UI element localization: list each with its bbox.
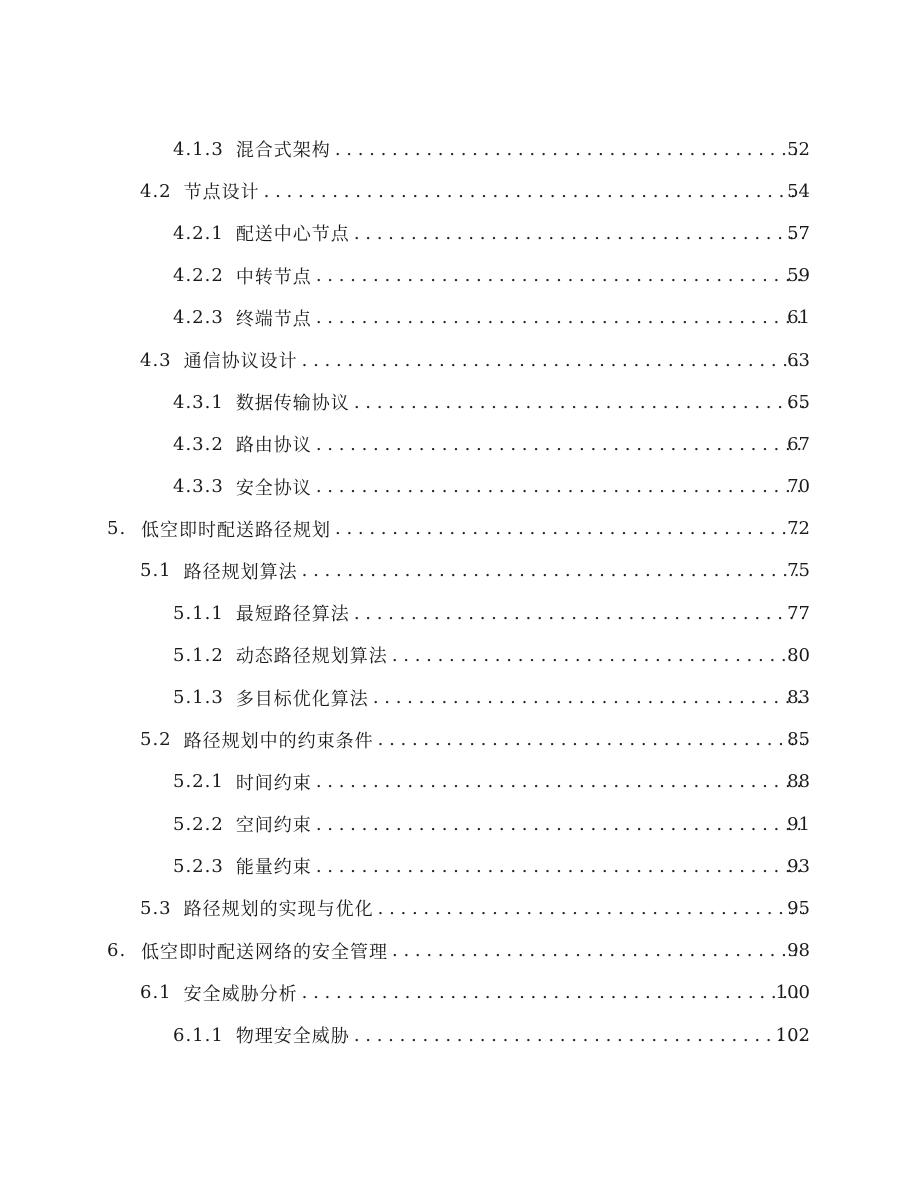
table-of-contents (0, 128, 918, 1056)
toc-entry[interactable] (0, 972, 918, 1014)
toc-entry-title: 低空即时配送网络的安全管理 (141, 941, 388, 963)
toc-entry-page-number: 59 (787, 265, 810, 287)
toc-entry-number: 6.1.1 (173, 1024, 224, 1046)
toc-entry-title: 节点设计 (183, 182, 260, 204)
toc-dot-leader (302, 560, 804, 581)
toc-entry-number: 5.2.1 (173, 771, 224, 793)
toc-entry[interactable] (0, 803, 918, 845)
toc-entry[interactable] (0, 676, 918, 718)
toc-entry-page-number: 67 (787, 433, 810, 455)
toc-entry-title: 最短路径算法 (235, 604, 350, 626)
toc-dot-leader (316, 476, 804, 497)
toc-dot-leader (378, 729, 804, 750)
toc-entry-title: 路径规划中的约束条件 (183, 730, 374, 752)
toc-entry-page-number: 91 (787, 813, 810, 835)
toc-entry-number: 4.2.3 (173, 307, 224, 329)
toc-entry-number: 4.3.1 (173, 391, 224, 413)
toc-dot-leader (302, 350, 804, 371)
toc-entry[interactable] (0, 845, 918, 887)
toc-entry-number: 5.3 (140, 897, 172, 919)
toc-entry[interactable] (0, 297, 918, 339)
toc-entry-title: 数据传输协议 (235, 393, 350, 415)
toc-entry[interactable] (0, 550, 918, 592)
toc-dot-leader (378, 898, 804, 919)
toc-entry-number: 5.2.3 (173, 855, 224, 877)
toc-entry-title: 混合式架构 (235, 140, 331, 162)
toc-entry-number: 6.1 (140, 982, 172, 1004)
toc-entry-title: 安全威胁分析 (183, 983, 298, 1005)
toc-dot-leader (316, 856, 804, 877)
toc-dot-leader (373, 687, 804, 708)
toc-entry[interactable] (0, 212, 918, 254)
toc-entry-page-number: 80 (787, 644, 810, 666)
toc-entry[interactable] (0, 634, 918, 676)
toc-entry-title: 能量约束 (235, 857, 312, 879)
toc-entry-title: 中转节点 (235, 266, 312, 288)
toc-entry-number: 4.3.3 (173, 476, 224, 498)
toc-entry[interactable] (0, 592, 918, 634)
toc-dot-leader (354, 223, 804, 244)
toc-entry-page-number: 100 (775, 982, 810, 1004)
toc-entry[interactable] (0, 128, 918, 170)
toc-dot-leader (335, 139, 804, 160)
toc-entry-page-number: 83 (787, 687, 810, 709)
toc-entry-page-number: 57 (787, 222, 810, 244)
toc-entry-title: 终端节点 (235, 308, 312, 330)
toc-dot-leader (316, 814, 804, 835)
toc-entry-title: 安全协议 (235, 477, 312, 499)
toc-entry[interactable] (0, 170, 918, 212)
toc-entry[interactable] (0, 508, 918, 550)
toc-entry-number: 4.2 (140, 180, 172, 202)
toc-entry-page-number: 95 (787, 897, 810, 919)
toc-entry[interactable] (0, 255, 918, 297)
toc-dot-leader (264, 181, 804, 202)
toc-entry-page-number: 75 (787, 560, 810, 582)
toc-dot-leader (316, 265, 804, 286)
toc-entry[interactable] (0, 719, 918, 761)
toc-dot-leader (316, 434, 804, 455)
toc-entry-number: 4.3.2 (173, 433, 224, 455)
toc-entry-title: 低空即时配送路径规划 (141, 519, 331, 541)
toc-entry-number: 6. (107, 940, 127, 962)
toc-dot-leader (316, 771, 804, 792)
toc-entry-page-number: 102 (775, 1024, 810, 1046)
toc-dot-leader (392, 645, 804, 666)
toc-entry-title: 空间约束 (235, 815, 312, 837)
toc-entry-page-number: 93 (787, 855, 810, 877)
toc-entry-number: 5. (107, 518, 127, 540)
toc-entry-title: 物理安全威胁 (235, 1026, 350, 1048)
toc-entry-page-number: 54 (787, 180, 810, 202)
toc-dot-leader (316, 307, 804, 328)
toc-entry-page-number: 98 (787, 940, 810, 962)
toc-entry-title: 动态路径规划算法 (235, 646, 388, 668)
toc-entry[interactable] (0, 381, 918, 423)
toc-entry-page-number: 63 (787, 349, 810, 371)
toc-entry-number: 5.1.1 (173, 602, 224, 624)
toc-entry[interactable] (0, 1014, 918, 1056)
toc-dot-leader (335, 518, 804, 539)
toc-entry-title: 配送中心节点 (235, 224, 350, 246)
toc-entry[interactable] (0, 339, 918, 381)
toc-entry-page-number: 85 (787, 729, 810, 751)
toc-entry-number: 4.1.3 (173, 138, 224, 160)
toc-entry[interactable] (0, 930, 918, 972)
toc-entry-page-number: 70 (787, 476, 810, 498)
toc-entry-title: 路由协议 (235, 435, 312, 457)
toc-entry-page-number: 77 (787, 602, 810, 624)
toc-entry-title: 通信协议设计 (183, 351, 298, 373)
toc-dot-leader (354, 1025, 804, 1046)
toc-entry[interactable] (0, 761, 918, 803)
toc-entry-title: 时间约束 (235, 772, 312, 794)
toc-entry-number: 4.2.1 (173, 222, 224, 244)
toc-entry-title: 路径规划算法 (183, 561, 298, 583)
toc-dot-leader (354, 392, 804, 413)
toc-entry-number: 4.2.2 (173, 265, 224, 287)
toc-entry-number: 5.2.2 (173, 813, 224, 835)
toc-entry-number: 5.1.3 (173, 687, 224, 709)
toc-dot-leader (392, 940, 804, 961)
toc-entry[interactable] (0, 466, 918, 508)
toc-entry-page-number: 88 (787, 771, 810, 793)
toc-entry[interactable] (0, 423, 918, 465)
toc-entry-page-number: 52 (787, 138, 810, 160)
toc-entry-page-number: 65 (787, 391, 810, 413)
toc-entry-number: 4.3 (140, 349, 172, 371)
toc-entry-number: 5.2 (140, 729, 172, 751)
toc-entry[interactable] (0, 887, 918, 929)
toc-dot-leader (302, 982, 804, 1003)
toc-entry-page-number: 72 (787, 518, 810, 540)
toc-entry-number: 5.1 (140, 560, 172, 582)
toc-entry-title: 路径规划的实现与优化 (183, 899, 374, 921)
toc-entry-title: 多目标优化算法 (235, 688, 369, 710)
toc-entry-page-number: 61 (787, 307, 810, 329)
toc-entry-number: 5.1.2 (173, 644, 224, 666)
toc-dot-leader (354, 603, 804, 624)
